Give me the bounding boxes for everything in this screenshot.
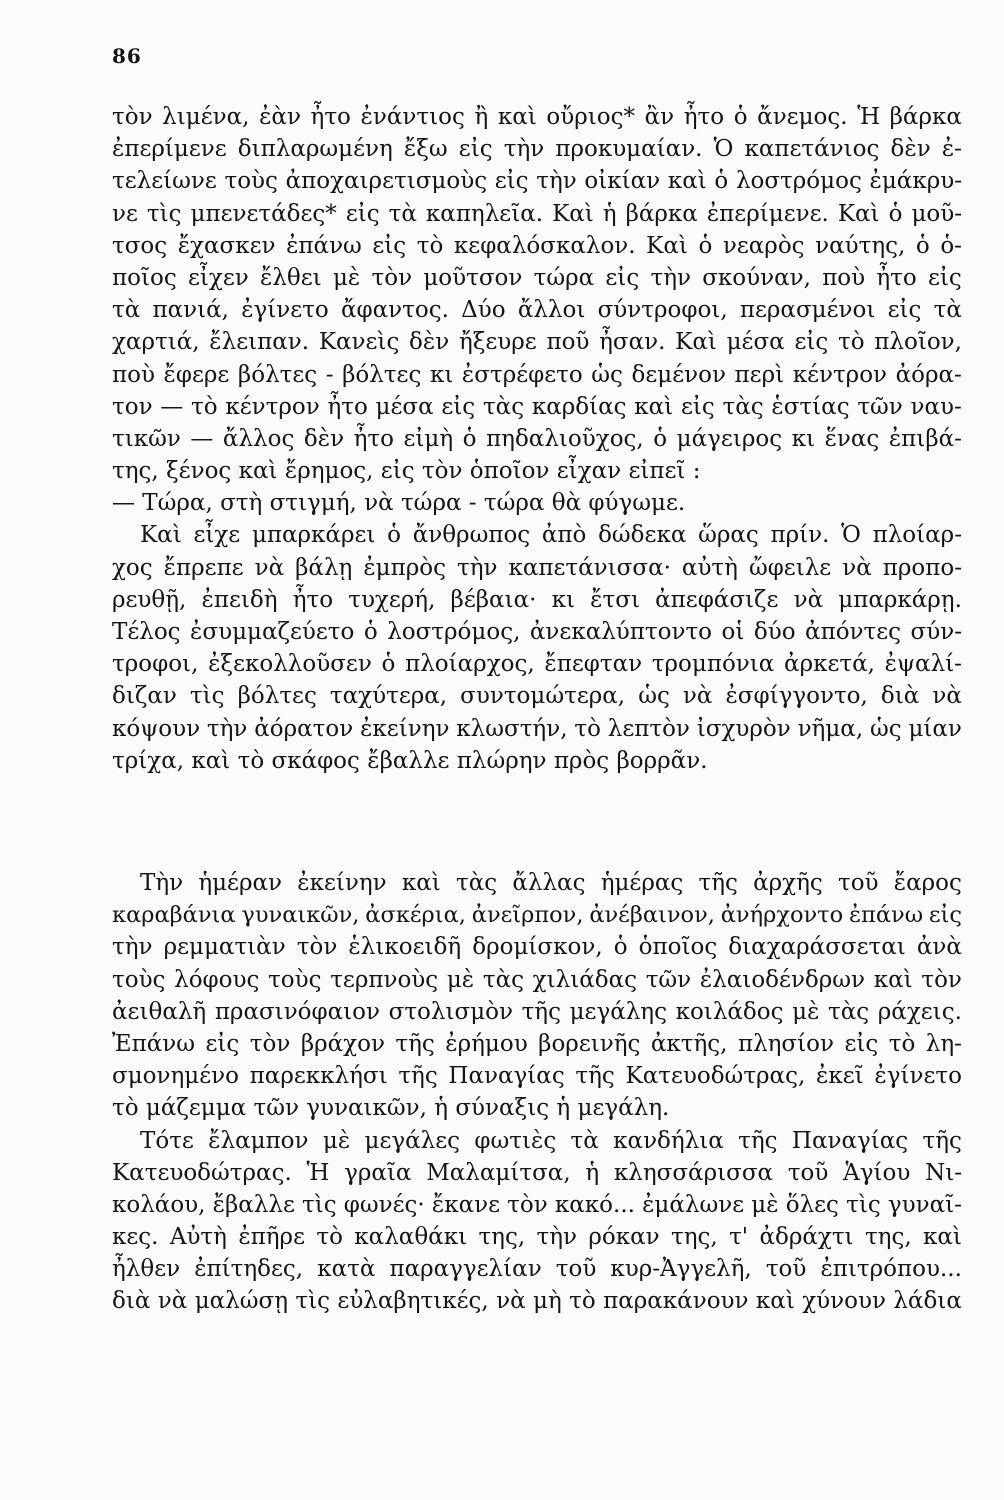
page-number: 86 [112,44,142,68]
text-line: τελείωνε τοὺς ἀποχαιρετισμοὺς εἰς τὴν οἰκίαν καὶ ὁ λοστρόμος ἐμάκρυ- [112,168,962,195]
text-line: — Τώρα, στὴ στιγμή, νὰ τώρα - τώρα θὰ φύγωμε. [112,490,686,517]
text-line: διζαν τὶς βόλτες ταχύτερα, συντομώτερα, ὡς νὰ ἐσφίγγοντο, διὰ νὰ [112,683,962,710]
text-line: διὰ νὰ μαλώσῃ τὶς εὐλαβητικές, νὰ μὴ τὸ παρακάνουν καὶ χύνουν λάδια [112,1288,962,1315]
text-block-1 [112,101,962,777]
text-line: ποῖος εἶχεν ἔλθει μὲ τὸν μοῦτσον τώρα εἰς τὴν σκούναν, ποὺ ἦτο εἰς [112,264,962,291]
text-line: Τὴν ἡμέραν ἐκείνην καὶ τὰς ἄλλας ἡμέρας τῆς ἀρχῆς τοῦ ἔαρος [140,870,962,896]
text-line: τοὺς λόφους τοὺς τερπνοὺς μὲ τὰς χιλιάδας τῶν ἐλαιοδένδρων καὶ τὸν [112,966,962,993]
text-line: τρίχα, καὶ τὸ σκάφος ἔβαλλε πλώρην πρὸς βορρᾶν. [112,747,708,774]
text-line: ποὺ ἔφερε βόλτες - βόλτες κι ἐστρέφετο ὡς δεμένον περὶ κέντρον ἀόρα- [112,361,962,388]
text-line: σμονημένο παρεκκλήσι τῆς Παναγίας τῆς Κατευοδώτρας, ἐκεῖ ἐγίνετο [112,1063,962,1090]
text-line: τὰ πανιά, ἐγίνετο ἄφαντος. Δύο ἄλλοι σύντροφοι, περασμένοι εἰς τὰ [112,297,962,324]
text-line: Τότε ἔλαμπον μὲ μεγάλες φωτιὲς τὰ κανδήλια τῆς Παναγίας τῆς [140,1127,962,1154]
text-line: τον — τὸ κέντρον ἦτο μέσα εἰς τὰς καρδίας καὶ εἰς τὰς ἑστίας τῶν ναυ- [112,393,962,420]
text-line: κες. Αὐτὴ ἐπῆρε τὸ καλαθάκι της, τὴν ρόκαν της, τ' ἀδράχτι της, καὶ [112,1224,962,1251]
text-line: τὴν ρεμματιὰν τὸν ἑλικοειδῆ δρομίσκον, ὁ ὁποῖος διαχαράσσεται ἀνὰ [112,934,962,961]
text-line: Τέλος ἐσυμμαζεύετο ὁ λοστρόμος, ἀνεκαλύπτοντο οἱ δύο ἀπόντες σύν- [112,619,962,645]
text-line: νε τὶς μπενετάδες* εἰς τὰ καπηλεῖα. Καὶ ἡ βάρκα ἐπερίμενε. Καὶ ὁ μοῦ- [112,200,962,227]
text-line: τικῶν — ἄλλος δὲν ἦτο εἰμὴ ὁ πηδαλιοῦχος, ὁ μάγειρος κι ἕνας ἐπιβά- [112,425,962,452]
text-line: Καὶ εἶχε μπαρκάρει ὁ ἄνθρωπος ἀπὸ δώδεκα ὥρας πρίν. Ὁ πλοίαρ- [140,522,962,549]
text-line: ἀειθαλῆ πρασινόφαιον στολισμὸν τῆς μεγάλης κοιλάδος μὲ τὰς ράχεις. [112,998,962,1025]
text-line: ἦλθεν ἐπίτηδες, κατὰ παραγγελίαν τοῦ κυρ-Ἀγγελῆ, τοῦ ἐπιτρόπου... [112,1256,962,1283]
text-line: καραβάνια γυναικῶν, ἀσκέρια, ἀνεῖρπον, ἀνέβαινον, ἀνήρχοντο ἐπάνω εἰς [112,902,962,929]
text-line: τὸ μάζεμμα τῶν γυναικῶν, ἡ σύναξις ἡ μεγάλη. [112,1095,670,1122]
text-line: ἐπερίμενε διπλαρωμένη ἔξω εἰς τὴν προκυμαίαν. Ὁ καπετάνιος δὲν ἐ- [112,136,962,163]
text-line: κολάου, ἔβαλλε τὶς φωνές· ἔκανε τὸν κακό... ἐμάλωνε μὲ ὅλες τὶς γυναῖ- [112,1191,962,1218]
text-line: τροφοι, ἐξεκολλοῦσεν ὁ πλοίαρχος, ἔπεφταν τρομπόνια ἀρκετά, ἐψαλί- [112,651,962,678]
text-line: Κατευοδώτρας. Ἡ γραῖα Μαλαμίτσα, ἡ κλησσάρισσα τοῦ Ἁγίου Νι- [112,1159,962,1186]
text-line: ρευθῇ, ἐπειδὴ ἦτο τυχερή, βέβαια· κι ἔτσι ἀπεφάσιζε νὰ μπαρκάρῃ. [112,586,962,613]
text-line: χος ἔπρεπε νὰ βάλῃ ἐμπρὸς τὴν καπετάνισσα· αὐτὴ ὤφειλε νὰ προπο- [112,554,962,581]
text-block-2 [112,867,962,1318]
text-line: Ἐπάνω εἰς τὸν βράχον τῆς ἐρήμου βορεινῆς ἀκτῆς, πλησίον εἰς τὸ λη- [112,1030,962,1057]
text-line: κόψουν τὴν ἀόρατον ἐκείνην κλωστήν, τὸ λεπτὸν ἰσχυρὸν νῆμα, ὡς μίαν [112,715,962,742]
text-line: χαρτιά, ἔλειπαν. Κανεὶς δὲν ἤξευρε ποῦ ἦσαν. Καὶ μέσα εἰς τὸ πλοῖον, [112,329,962,356]
text-line: τσος ἔχασκεν ἐπάνω εἰς τὸ κεφαλόσκαλον. Καὶ ὁ νεαρὸς ναύτης, ὁ ὁ- [112,232,962,259]
text-line: τὸν λιμένα, ἐὰν ἦτο ἐνάντιος ἢ καὶ οὔριος* ἂν ἦτο ὁ ἄνεμος. Ἡ βάρκα [112,104,962,130]
text-line: της, ξένος καὶ ἔρημος, εἰς τὸν ὁποῖον εἶχαν εἰπεῖ : [112,458,701,485]
